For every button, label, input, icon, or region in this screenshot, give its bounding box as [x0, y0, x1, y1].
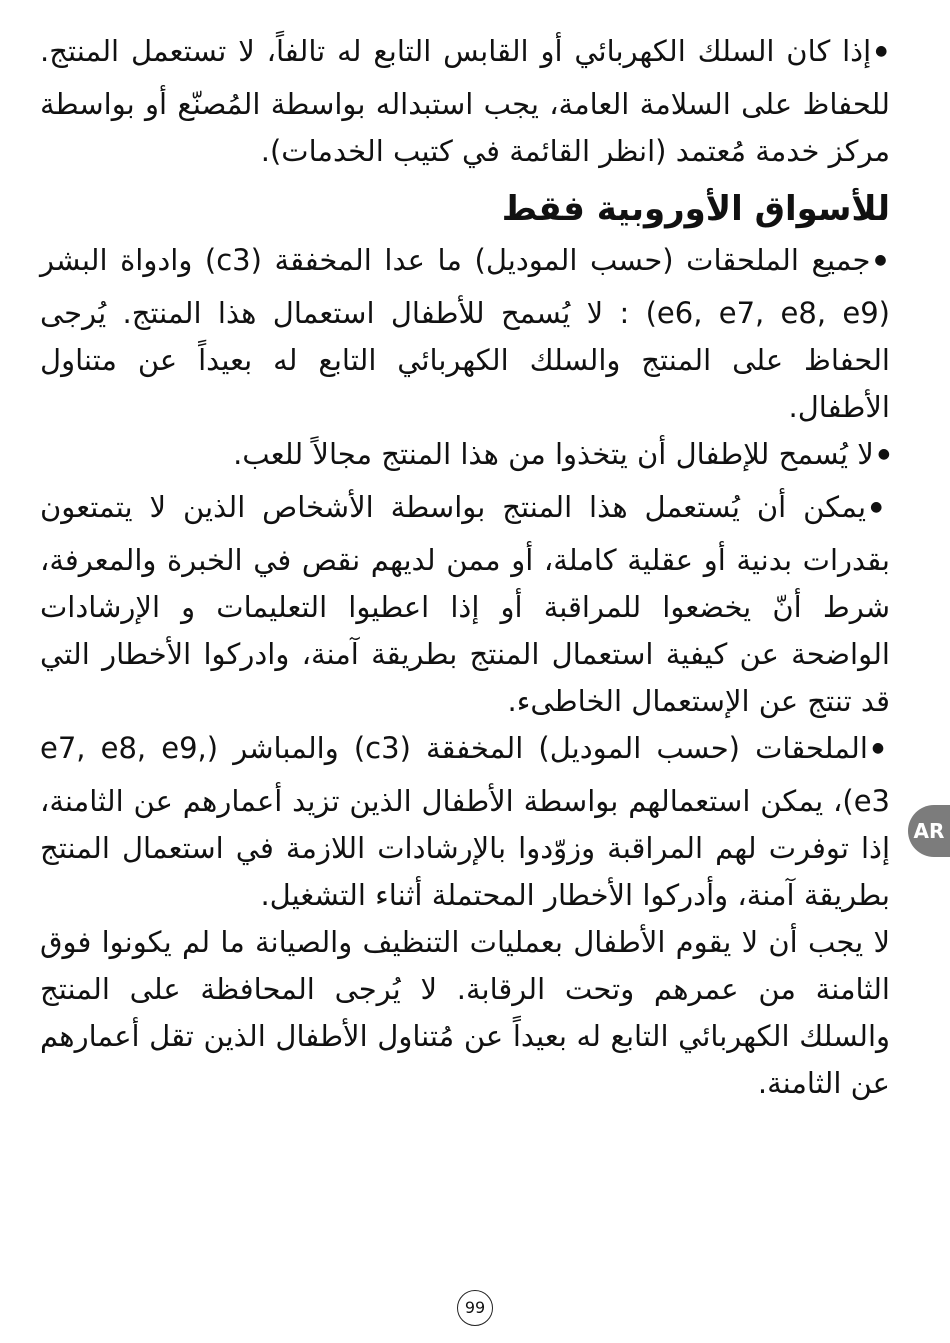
- paragraph-accessories: ● جميع الملحقات (حسب الموديل) ما عدا المخفقة (c3) وادواة البشر (e6, e7, e8, e9) : لا يُسمح للأطفال استعمال هذا المنتج. يُرجى الحفاظ على المنتج والسلك الكهربائي التابع له بعيداً عن متناول الأطفال.: [40, 237, 890, 431]
- paragraph-cleaning: لا يجب أن لا يقوم الأطفال بعمليات التنظيف والصيانة ما لم يكونوا فوق الثامنة من عمرهم وتحت الرقابة. لا يُرجى المحافظة على المنتج والسلك الكهربائي التابع له بعيداً عن مُتناول الأطفال الذين تقل أعمارهم عن الثامنة.: [40, 925, 890, 1100]
- paragraph-reduced-capabilities: ● يمكن أن يُستعمل هذا المنتج بواسطة الأشخاص الذين لا يتمتعون بقدرات بدنية أو عقلية كاملة، أو ممن لديهم نقص في الخبرة والمعرفة، شرط أنّ يخضعوا للمراقبة أو إذا اعطيوا التعليمات و الإرشادات الواضحة عن كيفية استعمال المنتج بطريقة آمنة، وادركوا الأخطار التي قد تنتج عن الإستعمال الخاطىء.: [40, 484, 890, 725]
- document-body: [40, 28, 890, 1107]
- paragraph-cord-damaged: ● إذا كان السلك الكهربائي أو القابس التابع له تالفاً، لا تستعمل المنتج. للحفاظ على السلامة العامة، يجب استبداله بواسطة المُصنّع أو بواسطة مركز خدمة مُعتمد (انظر القائمة في كتيب الخدمات).: [40, 28, 890, 175]
- paragraph-children-play: ● لا يُسمح للإطفال أن يتخذوا من هذا المنتج مجالاً للعب.: [40, 431, 890, 484]
- section-heading-eu-markets: للأسواق الأوروبية فقط: [501, 189, 890, 229]
- page-number: 99: [457, 1290, 493, 1326]
- paragraph-accessories-over-eight: ● الملحقات (حسب الموديل) المخفقة (c3) والمباشر (e7, e8, e9, e3)، يمكن استعمالهم بواسطة الأطفال الذين تزيد أعمارهم عن الثامنة، إذا توفرت لهم المراقبة وزوّدوا بالإرشادات اللازمة في استعمال المنتج بطريقة آمنة، وأدركوا الأخطار المحتملة أثناء التشغيل.: [40, 725, 890, 919]
- language-tab: AR: [908, 805, 950, 857]
